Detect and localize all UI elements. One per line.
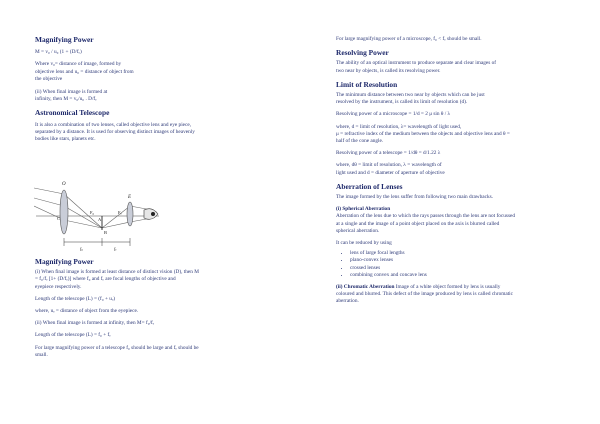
list-item: • lens of large focal lengths [350, 250, 566, 257]
right-column [336, 36, 566, 306]
reduce-methods-list [336, 250, 566, 279]
telescope-ray-diagram [34, 176, 162, 252]
paragraph-line: objective lens and u₀ = distance of object from [35, 68, 134, 75]
diagram-label: fₑ [114, 246, 117, 251]
list-item: • crossed lenses [350, 265, 566, 272]
paragraph-line: separated by a distance. It is used for observing distinct images of heavenly [35, 128, 195, 135]
paragraph-line: The ability of an optical instrument to produce separate and clear images of [336, 60, 497, 67]
paragraph-line: aberration. [336, 298, 359, 305]
paragraph-line: the objective [35, 75, 63, 82]
left-column-lower [35, 258, 273, 359]
paragraph-line: where, dθ = limit of resolution, λ = wavelength of [336, 162, 442, 169]
diagram-label: E [128, 195, 132, 200]
paragraph-line: μ = refractive index of the medium between the objects and objective lens and θ = [336, 130, 510, 137]
paragraph-line: Image of a white object formed by lens is usually [395, 284, 501, 291]
paragraph-line: at a single and the image of a point object placed on the axis is blurred called [336, 220, 500, 227]
paragraph-line: It is also a combination of two lenses, called objective lens and eye piece, [35, 121, 192, 128]
formula-magnifying-power: M = v₀ / u₀ (1 + (D/fₑ) [35, 49, 82, 56]
paragraph-line: bodies like stars, planets etc. [35, 136, 96, 143]
paragraph-line: two near by objects, is called its resolving power. [336, 67, 441, 74]
diagram-label: O [62, 182, 66, 187]
diagram-label: B [104, 230, 108, 235]
list-item: • combining convex and concave lens [350, 272, 566, 279]
paragraph-line: The minimum distance between two near by objects which can be just [336, 92, 485, 99]
paragraph-line: half of the cone angle. [336, 138, 384, 145]
paragraph-line: (ii) When final image is formed at infinity, then M= f₀/fₑ [35, 320, 155, 327]
paragraph-line: resolved by the instrument, is called its limit of resolution (d). [336, 99, 468, 106]
paragraph-line: light used and d = diameter of aperture of objective [336, 169, 445, 176]
formula-resolving-power-microscope: Resolving power of a microscope = 1/d = 2 μ sin θ / λ [336, 111, 451, 118]
diagram-label: A [98, 217, 102, 222]
paragraph-line: For large magnifying power of a microscope, f₀ < fₑ should be small. [336, 36, 482, 42]
paragraph-line: spherical aberration. [336, 227, 380, 234]
paragraph-line: coloured and blurred. This defect of the image produced by lens is called chromatic [336, 291, 513, 298]
paragraph-line: infinity, then M = v₀/u₀ . D/fₑ [35, 96, 97, 103]
list-item: • plano-convex lenses [350, 257, 566, 264]
diagram-label: f₀ [80, 246, 83, 251]
diagram-label: F₀ [90, 210, 95, 215]
paragraph-line: (i) When final image is formed at least distance of distinct vision (D), then M [35, 269, 199, 276]
paragraph-line: Length of the telescope (L) = (f₀ + uₑ) [35, 295, 116, 302]
paragraph-line: Aberration of the lens due to which the rays passes through the lens are not focussed [336, 213, 516, 220]
paragraph-line: = f₀/fₑ [1+ (D/fₑ)] where f₀ and fₑ are focal lengths of objective and [35, 276, 176, 283]
paragraph-line: where, uₑ = distance of object from the eyepiece. [35, 308, 139, 315]
diagram-label: Fₑ [118, 210, 122, 215]
paragraph-line: Length of the telescope (L) = f₀ + fₑ [35, 332, 111, 339]
diagram-label: C [57, 216, 61, 221]
section-title-astronomical-telescope: Astronomical Telescope [35, 108, 110, 118]
section-title-resolving-power: Resolving Power [336, 48, 389, 58]
paragraph-line: The image formed by the lens suffer from following two main drawbacks. [336, 194, 494, 201]
objective-lens-shape [60, 190, 68, 234]
chromatic-aberration-label: (ii) Chromatic Aberration [336, 284, 395, 291]
section-title-magnifying-power-telescope: Magnifying Power [35, 257, 94, 266]
left-column [35, 36, 273, 143]
paragraph-line: For large magnifying power of a telescope f₀ should be large and fₑ should be [35, 344, 199, 351]
formula-resolving-power-telescope: Resolving power of a telescope = 1/dθ = d/1.22 λ [336, 150, 441, 157]
paragraph-line: where, d = limit of resolution, λ= wavelength of light used, [336, 123, 462, 130]
paragraph-line: Where v₀= distance of image, formed by [35, 61, 122, 68]
paragraph-line: (ii) When final image is formed at [35, 89, 108, 96]
paragraph-line: small. [35, 351, 48, 358]
section-title-aberration-of-lenses: Aberration of Lenses [336, 181, 403, 191]
eyepiece-lens-shape [127, 202, 133, 226]
paragraph-line: It can be reduced by using [336, 240, 392, 247]
paragraph-line: eyepiece respectively. [35, 283, 82, 290]
spherical-aberration-label: (i) Spherical Aberration [336, 206, 391, 213]
section-title-limit-of-resolution: Limit of Resolution [336, 79, 398, 89]
section-title-magnifying-power: Magnifying Power [35, 35, 94, 44]
